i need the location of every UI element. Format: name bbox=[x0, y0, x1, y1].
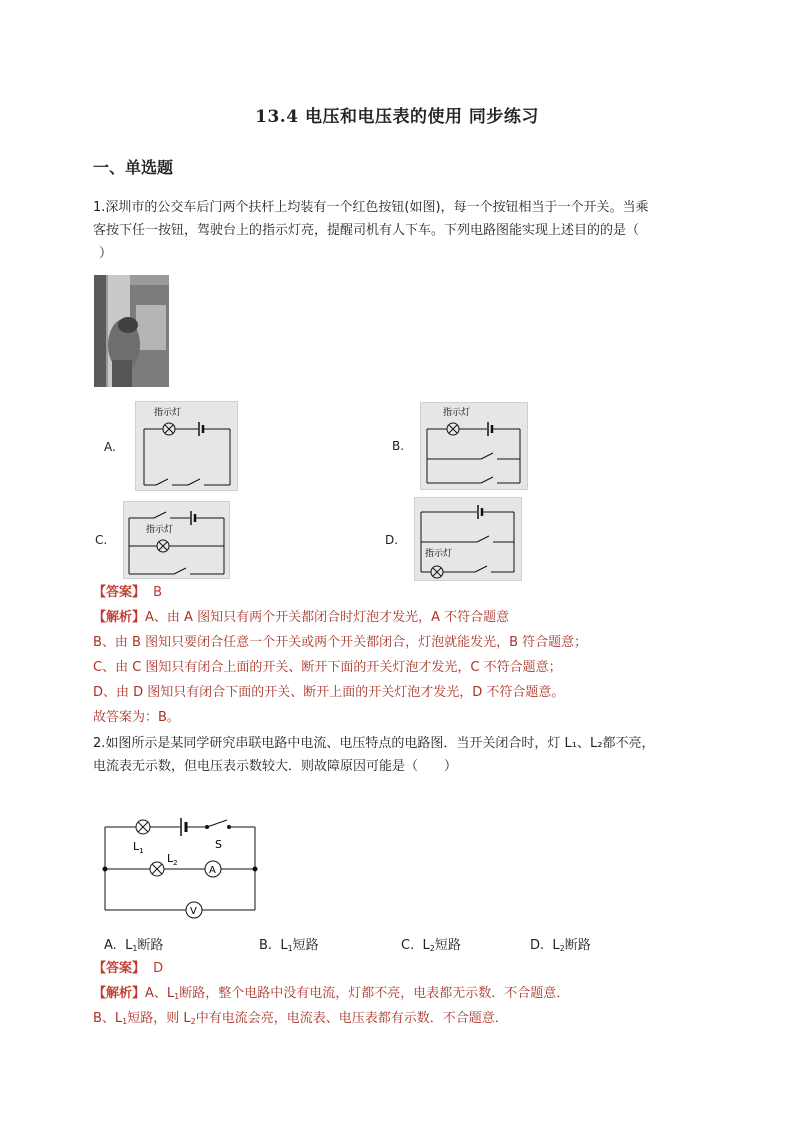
q2-analysis-line2: B、$L_1$短路，则 $L_2$中有电流会亮，电流表、电压表都有示数．不合题意． bbox=[93, 1011, 508, 1026]
question-1-stem bbox=[93, 196, 703, 265]
q1-analysis-line4: D、由 D 图知只有闭合下面的开关、断开上面的开关灯泡才发光，D 不符合题意。 bbox=[93, 685, 565, 700]
q1-stem-line3: ） bbox=[99, 246, 113, 261]
q1-conclusion: 故答案为：B。 bbox=[93, 710, 180, 725]
answer-label: 【答案】 bbox=[93, 585, 146, 600]
voltmeter-label: V bbox=[190, 906, 197, 917]
switch-icon bbox=[481, 453, 493, 459]
q1-answer bbox=[93, 582, 162, 604]
q2-option-d: D. $L_2$断路 bbox=[530, 938, 591, 953]
page-title: 13.4 电压和电压表的使用 同步练习 bbox=[255, 107, 539, 127]
q1-stem-line2: 客按下任一按钮，驾驶台上的指示灯亮，提醒司机有人下车。下列电路图能实现上述目的的是（ bbox=[93, 223, 640, 238]
q2-option-b: B. $L_1$短路 bbox=[259, 938, 319, 953]
answer-value: D bbox=[153, 961, 164, 976]
q2-stem-line2: 电流表无示数，但电压表示数较大．则故障原因可能是（ ） bbox=[93, 759, 458, 774]
q1-stem-line1: 1.深圳市的公交车后门两个扶杆上均装有一个红色按钮(如图)，每一个按钮相当于一个开关。当乘 bbox=[93, 200, 649, 215]
switch-icon bbox=[156, 479, 168, 485]
bus-button-photo bbox=[94, 275, 169, 387]
switch-s-icon bbox=[207, 820, 227, 827]
q1-option-b-label: B. bbox=[392, 439, 405, 453]
switch-icon bbox=[477, 536, 489, 542]
q1-option-d-label: D. bbox=[385, 533, 399, 547]
switch-icon bbox=[174, 568, 186, 574]
q1-option-c-label: C. bbox=[95, 533, 108, 547]
answer-label: 【答案】 bbox=[93, 961, 146, 976]
analysis-label: 【解析】 bbox=[93, 610, 146, 625]
s-label: S bbox=[215, 838, 222, 851]
switch-icon bbox=[475, 566, 487, 572]
q2-answer bbox=[93, 958, 163, 980]
lamp-label: 指示灯 bbox=[443, 408, 471, 418]
q2-option-a: A. $L_1$断路 bbox=[104, 938, 164, 953]
lamp-label: 指示灯 bbox=[146, 525, 174, 535]
l2-label: $L_2$ bbox=[167, 852, 178, 867]
q1-option-d-circuit bbox=[414, 497, 522, 581]
answer-value: B bbox=[153, 585, 163, 600]
q1-option-a-circuit bbox=[135, 401, 238, 491]
switch-icon bbox=[154, 512, 166, 518]
q2-stem-line1: 2.如图所示是某同学研究串联电路中电流、电压特点的电路图．当开关闭合时，灯 L₁、L₂都不亮， bbox=[93, 736, 655, 751]
analysis-text: A、由 A 图知只有两个开关都闭合时灯泡才发光，A 不符合题意 bbox=[145, 610, 510, 625]
ammeter-label: A bbox=[209, 865, 216, 876]
q1-option-a-label: A. bbox=[104, 440, 116, 454]
q1-analysis-line3: C、由 C 图知只有闭合上面的开关、断开下面的开关灯泡才发光，C 不符合题意； bbox=[93, 660, 562, 675]
question-2-stem bbox=[93, 732, 703, 778]
q2-analysis-line1: 【解析】A、$L_1$断路，整个电路中没有电流，灯都不亮，电表都无示数．不合题意． bbox=[93, 986, 570, 1001]
switch-icon bbox=[188, 479, 200, 485]
q2-option-c: C. $L_2$短路 bbox=[401, 938, 461, 953]
q2-circuit-diagram bbox=[95, 812, 270, 922]
lamp-label: 指示灯 bbox=[425, 549, 453, 559]
lamp-label: 指示灯 bbox=[154, 408, 182, 418]
section-heading: 一、单选题 bbox=[93, 158, 174, 177]
q1-option-c-circuit bbox=[123, 501, 230, 579]
q1-analysis-line1 bbox=[93, 607, 509, 629]
l1-label: $L_1$ bbox=[133, 840, 144, 855]
switch-icon bbox=[481, 477, 493, 483]
q1-option-b-circuit bbox=[420, 402, 528, 490]
q1-analysis-line2: B、由 B 图知只要闭合任意一个开关或两个开关都闭合，灯泡就能发光，B 符合题意； bbox=[93, 635, 588, 650]
